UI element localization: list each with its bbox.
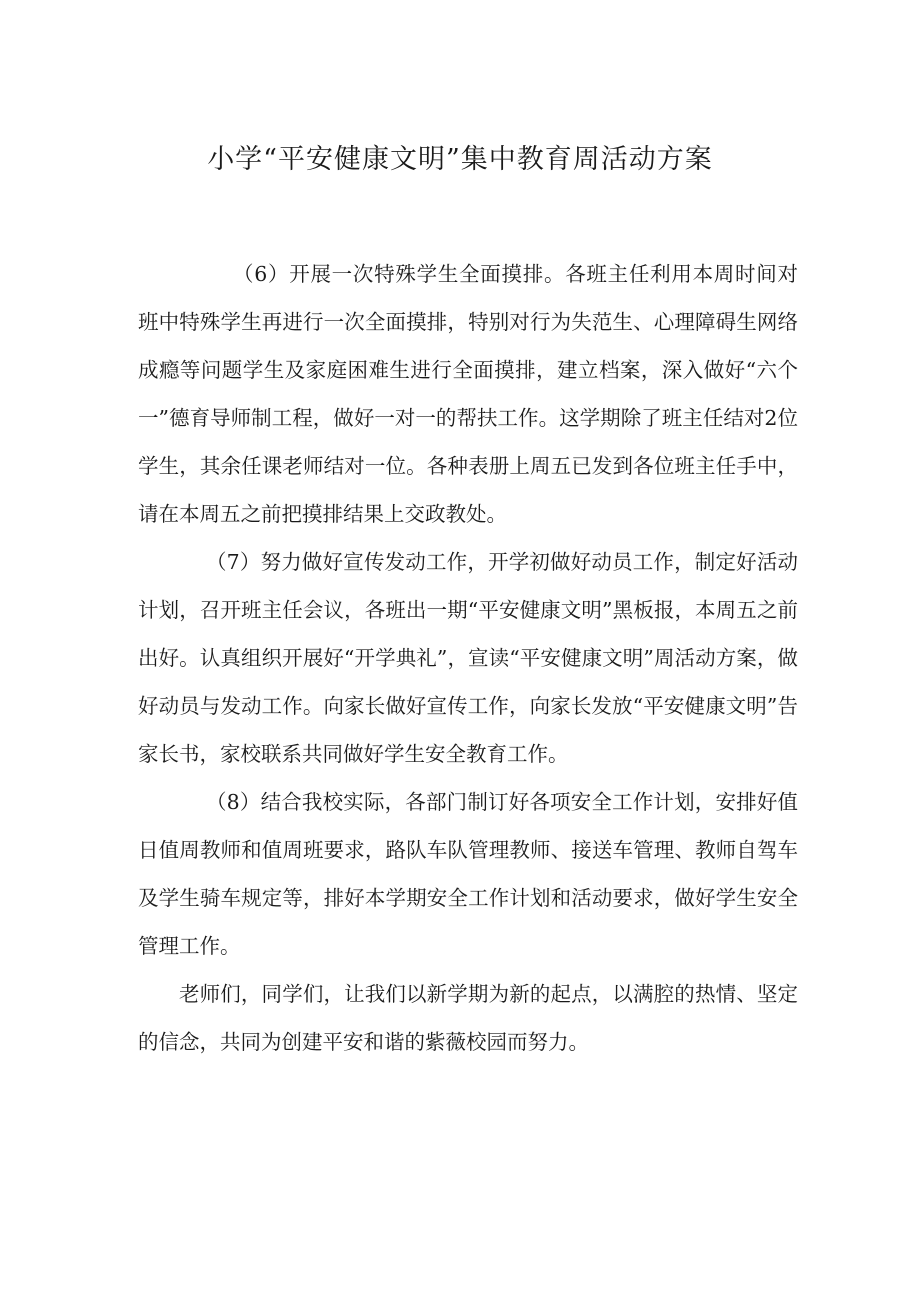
document-body (138, 250, 798, 1066)
paragraph-item-7: （7）努力做好宣传发动工作，开学初做好动员工作，制定好活动计划，召开班主任会议，各班出一期“平安健康文明”黑板报，本周五之前出好。认真组织开展好“开学典礼”，宣读“平安健康文明”周活动方案，做好动员与发动工作。向家长做好宣传工作，向家长发放“平安健康文明”告家长书，家校联系共同做好学生安全教育工作。 (138, 550, 798, 766)
paragraph-closing: 老师们，同学们，让我们以新学期为新的起点，以满腔的热情、坚定的信念，共同为创建平安和谐的紫薇校园而努力。 (138, 982, 798, 1054)
paragraph-item-8: （8）结合我校实际，各部门制订好各项安全工作计划，安排好值日值周教师和值周班要求，路队车队管理教师、接送车管理、教师自驾车及学生骑车规定等，排好本学期安全工作计划和活动要求，做好学生安全管理工作。 (138, 790, 798, 958)
document-title: 小学“平安健康文明”集中教育周活动方案 (207, 144, 713, 175)
paragraph-item-6: （6）开展一次特殊学生全面摸排。各班主任利用本周时间对班中特殊学生再进行一次全面摸排，特别对行为失范生、心理障碍生网络成瘾等问题学生及家庭困难生进行全面摸排，建立档案，深入做好“六个一”德育导师制工程，做好一对一的帮扶工作。这学期除了班主任结对2位学生，其余任课老师结对一位。各种表册上周五已发到各位班主任手中，请在本周五之前把摸排结果上交政教处。 (138, 262, 798, 526)
